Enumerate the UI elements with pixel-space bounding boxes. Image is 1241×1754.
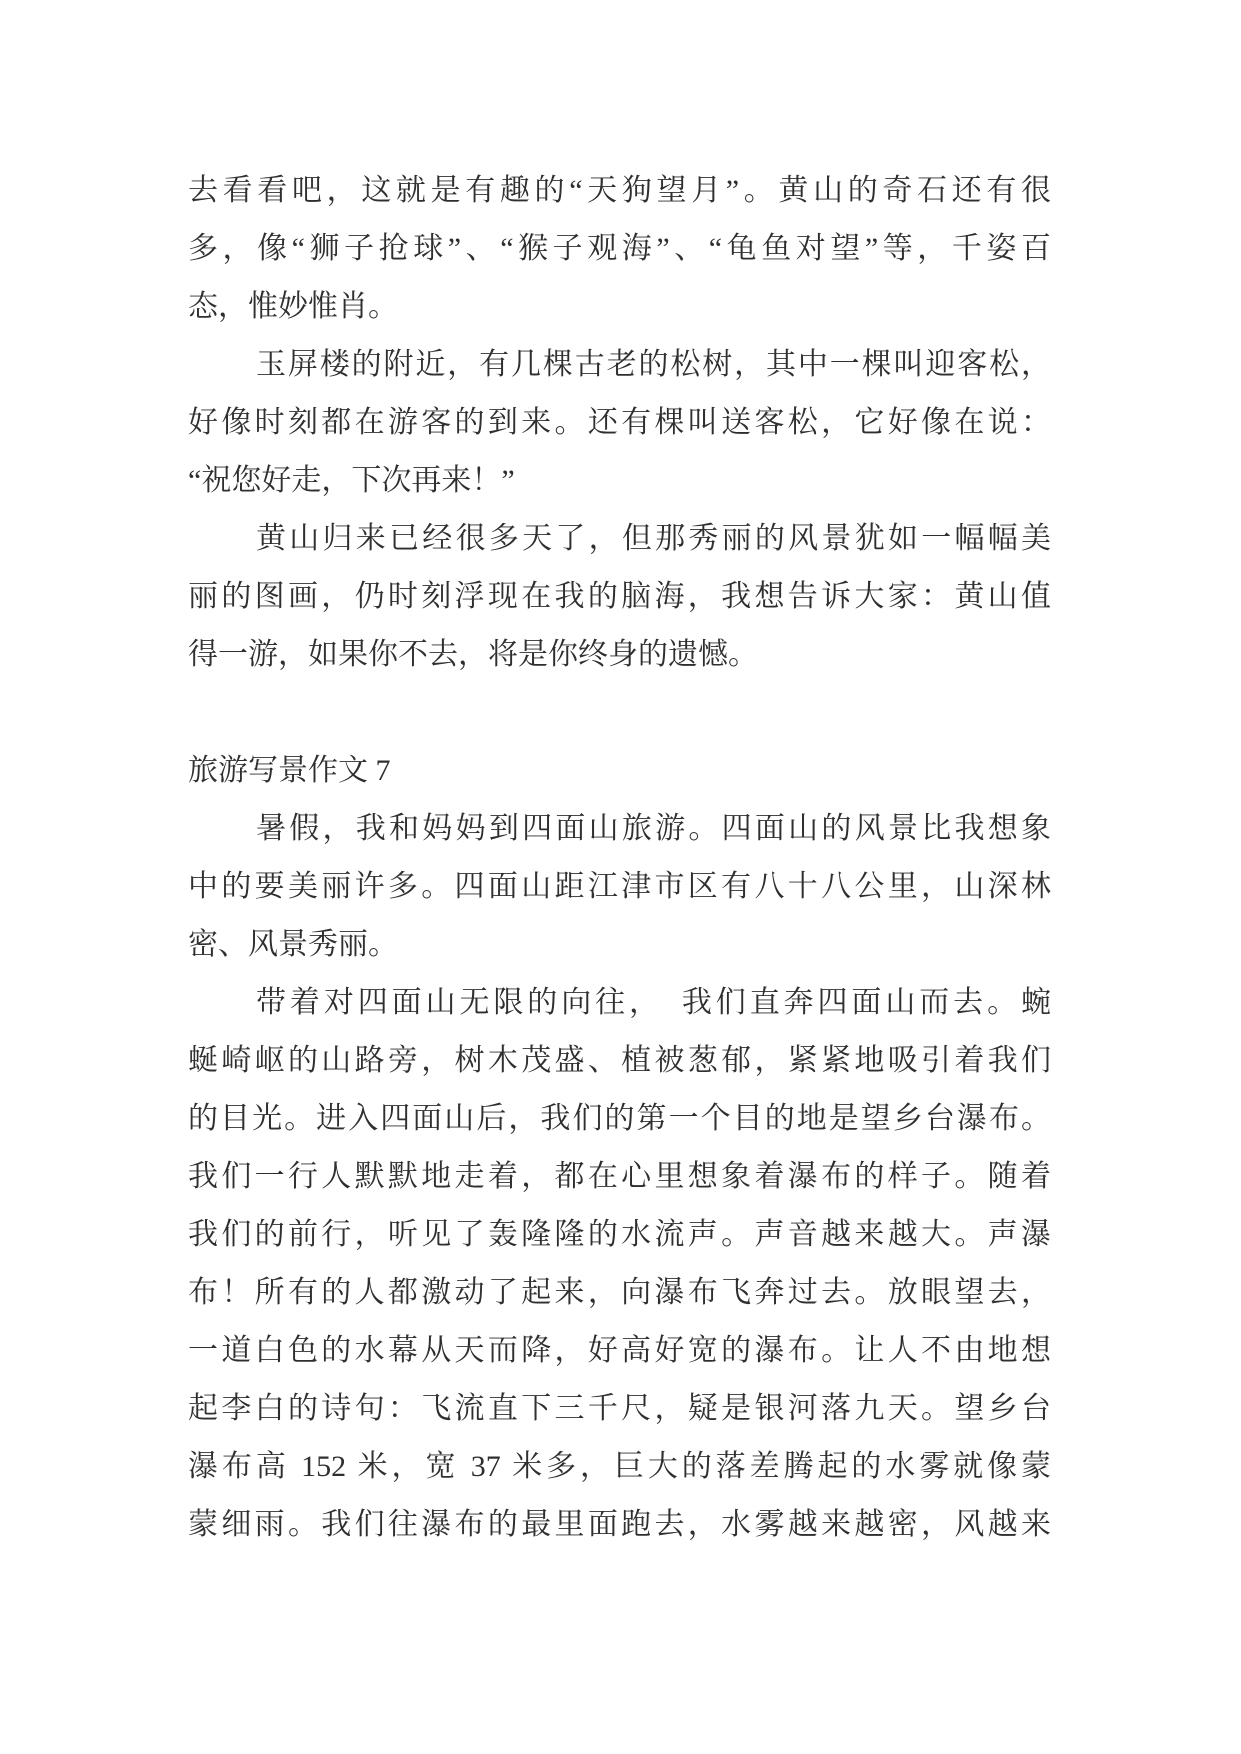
text-line: 中的要美丽许多。四面山距江津市区有八十八公里，山深林 (188, 870, 1051, 903)
text-line: 态，惟妙惟肖。 (188, 290, 398, 323)
text-line: 丽的图画，仍时刻浮现在我的脑海，我想告诉大家：黄山值 (188, 580, 1051, 613)
text-line: 的目光。进入四面山后，我们的第一个目的地是望乡台瀑布。 (188, 1102, 1051, 1135)
text-line: 一道白色的水幕从天而降，好高好宽的瀑布。让人不由地想 (188, 1334, 1051, 1367)
text-line: 好像时刻都在游客的到来。还有棵叫送客松，它好像在说： (188, 406, 1051, 439)
text-line: 得一游，如果你不去，将是你终身的遗憾。 (188, 638, 758, 671)
text-line: 去看看吧，这就是有趣的“天狗望月”。黄山的奇石还有很 (188, 174, 1051, 207)
text-line: 瀑布高 152 米，宽 37 米多，巨大的落差腾起的水雾就像蒙 (188, 1450, 1051, 1483)
text-line: 布！所有的人都激动了起来，向瀑布飞奔过去。放眼望去， (188, 1276, 1051, 1309)
text-line: 密、风景秀丽。 (188, 928, 398, 961)
section-heading: 旅游写景作文 7 (188, 754, 391, 787)
text-line: 黄山归来已经很多天了，但那秀丽的风景犹如一幅幅美 (256, 522, 1051, 555)
text-line: 蜒崎岖的山路旁，树木茂盛、植被葱郁，紧紧地吸引着我们 (188, 1044, 1051, 1077)
text-line: 我们的前行，听见了轰隆隆的水流声。声音越来越大。声瀑 (188, 1218, 1051, 1251)
text-line: 多，像“狮子抢球”、“猴子观海”、“龟鱼对望”等，千姿百 (188, 232, 1051, 265)
text-line: 蒙细雨。我们往瀑布的最里面跑去，水雾越来越密，风越来 (188, 1508, 1051, 1541)
text-line: 带着对四面山无限的向往， 我们直奔四面山而去。蜿 (256, 986, 1051, 1019)
text-line: 玉屏楼的附近，有几棵古老的松树，其中一棵叫迎客松， (256, 348, 1051, 381)
text-line: 我们一行人默默地走着，都在心里想象着瀑布的样子。随着 (188, 1160, 1051, 1193)
text-line: “祝您好走，下次再来！” (188, 464, 515, 497)
blank-line (188, 684, 1051, 742)
text-line: 起李白的诗句：飞流直下三千尺，疑是银河落九天。望乡台 (188, 1392, 1051, 1425)
text-line: 暑假，我和妈妈到四面山旅游。四面山的风景比我想象 (256, 812, 1051, 845)
document-text (188, 162, 1051, 1554)
